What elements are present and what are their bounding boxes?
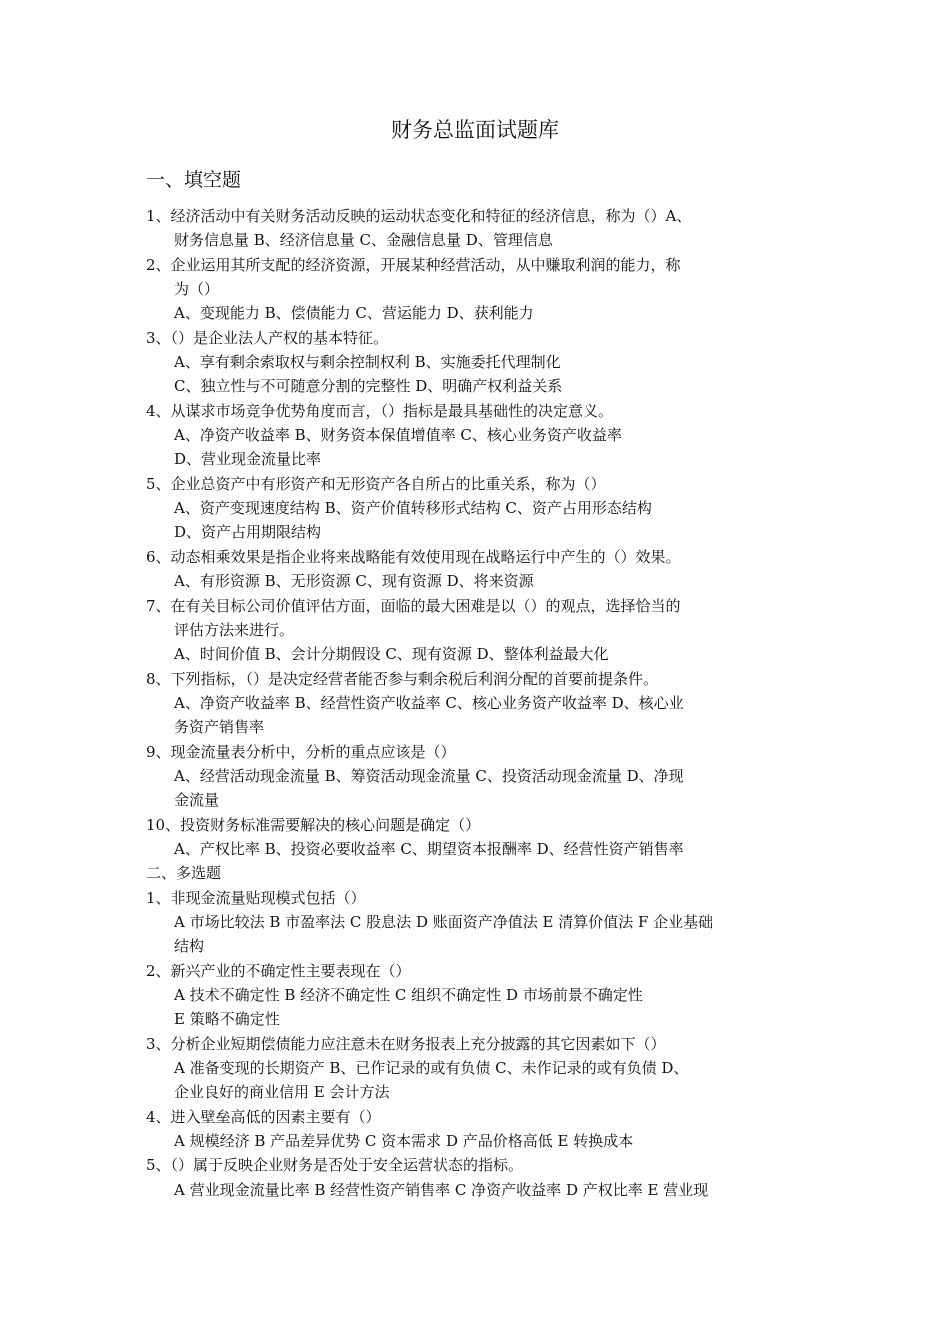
question-text-line: A 规模经济 B 产品差异优势 C 资本需求 D 产品价格高低 E 转换成本 <box>174 1132 634 1151</box>
question-text-line: 财务信息量 B、经济信息量 C、金融信息量 D、管理信息 <box>174 231 553 250</box>
question-list <box>146 204 816 1202</box>
question-text-line: A、时间价值 B、会计分期假设 C、现有资源 D、整体利益最大化 <box>174 645 609 664</box>
question-line: 3、分析企业短期偿债能力应注意未在财务报表上充分披露的其它因素如下（） <box>146 1034 666 1053</box>
question-line: 4、从谋求市场竞争优势角度而言，（）指标是最具基础性的决定意义。 <box>146 401 614 420</box>
question-text-line: A 技术不确定性 B 经济不确定性 C 组织不确定性 D 市场前景不确定性 <box>174 986 643 1004</box>
question-text-line: 金流量 <box>174 791 220 810</box>
question-text-line: E 策略不确定性 <box>174 1010 280 1029</box>
question-line: 2、企业运用其所支配的经济资源，开展某种经营活动，从中赚取利润的能力，称 <box>146 255 681 274</box>
question-line: 4、进入壁垒高低的因素主要有（） <box>146 1107 381 1126</box>
question-text-line: 为（） <box>174 280 220 299</box>
question-text-line: A 市场比较法 B 市盈率法 C 股息法 D 账面资产净值法 E 清算价值法 F 企业基础 <box>174 912 714 931</box>
question-text-line: A 营业现金流量比率 B 经营性资产销售率 C 净资产收益率 D 产权比率 E 营业现 <box>174 1180 709 1199</box>
question-text-line: A、享有剩余索取权与剩余控制权利 B、实施委托代理制化 <box>174 353 561 372</box>
question-text-line: D、资产占用期限结构 <box>174 523 322 542</box>
question-text-line: 结构 <box>174 937 205 956</box>
question-line: 9、现金流量表分析中，分析的重点应该是（） <box>146 742 456 761</box>
question-text-line: A 准备变现的长期资产 B、已作记录的或有负债 C、未作记录的或有负债 D、 <box>174 1059 689 1078</box>
question-line: 5、企业总资产中有形资产和无形资产各自所占的比重关系，称为（） <box>146 474 606 493</box>
question-text-line: A、资产变现速度结构 B、资产价值转移形式结构 C、资产占用形态结构 <box>174 499 652 518</box>
question-line: 二、多选题 <box>146 864 222 883</box>
question-line: 1、经济活动中有关财务活动反映的运动状态变化和特征的经济信息，称为（）A、 <box>146 207 692 225</box>
question-text-line: A、净资产收益率 B、财务资本保值增值率 C、核心业务资产收益率 <box>174 426 622 445</box>
question-text-line: A、净资产收益率 B、经营性资产收益率 C、核心业务资产收益率 D、核心业 <box>174 693 684 712</box>
question-line: 2、新兴产业的不确定性主要表现在（） <box>146 961 411 980</box>
question-line: 3、（）是企业法人产权的基本特征。 <box>146 328 389 347</box>
question-text-line: 企业良好的商业信用 E 会计方法 <box>174 1083 390 1102</box>
question-text-line: 评估方法来进行。 <box>174 620 295 639</box>
question-line: 1、非现金流量贴现模式包括（） <box>146 888 366 907</box>
section-heading-fill-in-blank: 一、填空题 <box>146 169 242 191</box>
question-line: 5、（）属于反映企业财务是否处于安全运营状态的指标。 <box>146 1156 524 1175</box>
question-text-line: 务资产销售率 <box>174 718 265 737</box>
question-line: 7、在有关目标公司价值评估方面，面临的最大困难是以（）的观点，选择恰当的 <box>146 596 681 615</box>
question-line: 6、动态相乘效果是指企业将来战略能有效使用现在战略运行中产生的（）效果。 <box>146 547 681 566</box>
question-text-line: A、经营活动现金流量 B、筹资活动现金流量 C、投资活动现金流量 D、净现 <box>174 766 684 785</box>
question-text-line: A、产权比率 B、投资必要收益率 C、期望资本报酬率 D、经营性资产销售率 <box>174 839 684 858</box>
question-text-line: A、变现能力 B、偿债能力 C、营运能力 D、获利能力 <box>174 304 534 323</box>
question-text-line: C、独立性与不可随意分割的完整性 D、明确产权利益关系 <box>174 377 563 396</box>
document-title: 财务总监面试题库 <box>391 118 559 142</box>
question-line: 8、下列指标，（）是决定经营者能否参与剩余税后利润分配的首要前提条件。 <box>146 669 659 688</box>
question-line: 10、投资财务标准需要解决的核心问题是确定（） <box>146 815 481 834</box>
question-text-line: A、有形资源 B、无形资源 C、现有资源 D、将来资源 <box>174 572 534 591</box>
question-text-line: D、营业现金流量比率 <box>174 450 322 469</box>
